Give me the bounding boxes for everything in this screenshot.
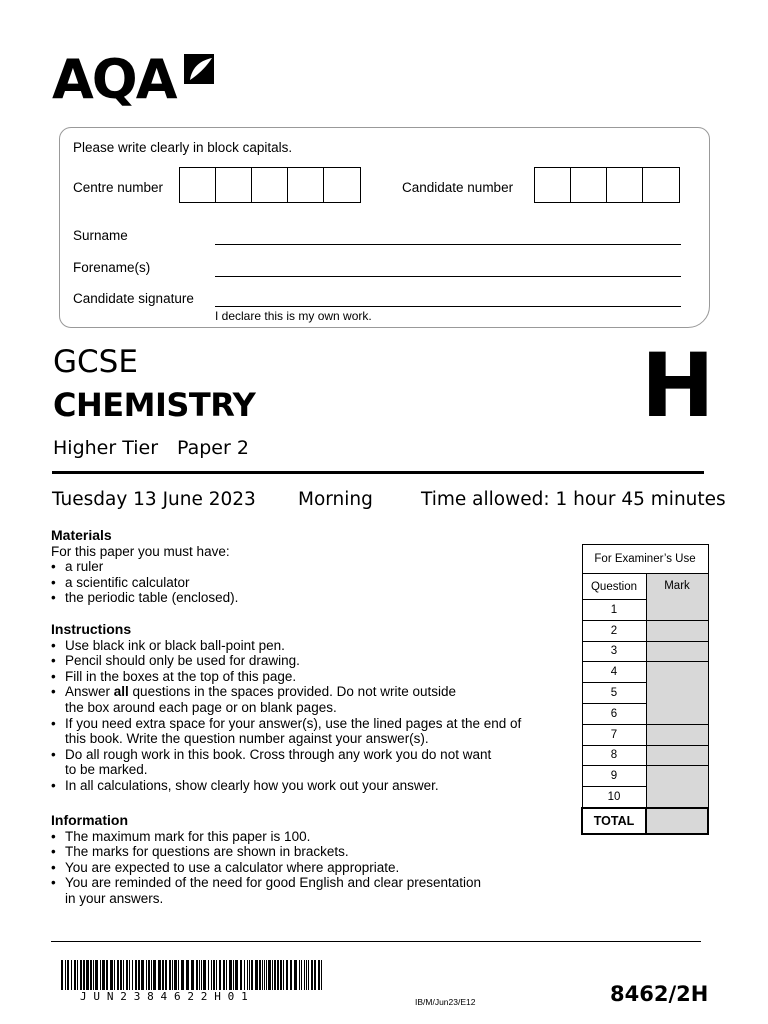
barcode-bar [178, 960, 179, 990]
barcode-bar [259, 960, 261, 990]
tier-label: Higher Tier [53, 437, 159, 459]
declaration-text: I declare this is my own work. [215, 309, 372, 323]
subject-title: CHEMISTRY [53, 386, 256, 424]
barcode-bar [146, 960, 147, 990]
barcode-bar [186, 960, 189, 990]
barcode-bar [272, 960, 273, 990]
barcode-bar [211, 960, 212, 990]
question-number: 4 [582, 662, 646, 683]
question-number: 9 [582, 766, 646, 787]
barcode-bar [174, 960, 177, 990]
forename-field[interactable] [215, 276, 681, 277]
total-mark-cell[interactable] [646, 808, 708, 834]
question-number: 6 [582, 703, 646, 724]
list-item: • The maximum mark for this paper is 100. [51, 828, 311, 844]
barcode-bar [229, 960, 232, 990]
barcode-bar [314, 960, 316, 990]
barcode-bar [223, 960, 225, 990]
barcode-bar [100, 960, 101, 990]
barcode-bar [120, 960, 122, 990]
time-allowed: Time allowed: 1 hour 45 minutes [421, 489, 726, 510]
barcode-bar [169, 960, 171, 990]
question-number: 5 [582, 683, 646, 704]
candidate-number-label: Candidate number [402, 180, 514, 195]
barcode-bar [304, 960, 305, 990]
barcode-bar [129, 960, 130, 990]
barcode-bar [158, 960, 161, 990]
block-capitals-instruction: Please write clearly in block capitals. [73, 140, 293, 155]
instructions-heading: Instructions [51, 621, 132, 637]
barcode-bar [83, 960, 85, 990]
barcode-bar [233, 960, 234, 990]
barcode-bar [268, 960, 271, 990]
barcode-bar [110, 960, 113, 990]
barcode-bar [77, 960, 78, 990]
barcode-bar [290, 960, 292, 990]
information-heading: Information [51, 812, 128, 828]
barcode-bar [65, 960, 66, 990]
barcode-bar [80, 960, 82, 990]
list-item: • You are expected to use a calculator where appropriate. [51, 859, 400, 875]
centre-number-box[interactable] [180, 168, 216, 202]
barcode-bar [151, 960, 152, 990]
qualification-level: GCSE [53, 344, 138, 380]
barcode-bar [299, 960, 300, 990]
barcode-bar [191, 960, 194, 990]
list-item: • the periodic table (enclosed). [51, 590, 239, 606]
barcode-bar [301, 960, 302, 990]
barcode-bar [126, 960, 128, 990]
list-item: • a ruler [51, 559, 104, 575]
barcode-bar [306, 960, 307, 990]
barcode-bar [61, 960, 63, 990]
mark-cell[interactable] [646, 620, 708, 641]
barcode-bar [135, 960, 137, 990]
candidate-number-box[interactable] [607, 168, 643, 202]
candidate-number-boxes[interactable] [534, 167, 680, 203]
tier-letter: H [641, 334, 715, 437]
mark-cell[interactable] [646, 641, 708, 662]
barcode-bar [165, 960, 167, 990]
centre-number-box[interactable] [216, 168, 252, 202]
barcode-bar [141, 960, 144, 990]
barcode-bar [199, 960, 200, 990]
list-item: • Pencil should only be used for drawing. [51, 653, 300, 669]
question-number: 8 [582, 745, 646, 766]
barcode-bar [132, 960, 133, 990]
barcode-bar [264, 960, 265, 990]
surname-label: Surname [73, 228, 128, 243]
barcode-bar [280, 960, 282, 990]
barcode-text: JUN2384622H01 [80, 990, 255, 1003]
barcode-bar [153, 960, 156, 990]
question-number: 10 [582, 787, 646, 808]
materials-section [51, 528, 551, 606]
aqa-logo [52, 48, 216, 111]
aqa-logo-mark-icon [182, 52, 216, 86]
barcode-bar [251, 960, 253, 990]
barcode-bar [266, 960, 267, 990]
barcode-bar [117, 960, 119, 990]
mark-cell[interactable] [646, 662, 708, 724]
title-divider [52, 471, 704, 474]
list-item: • In all calculations, show clearly how you work out your answer. [51, 777, 439, 793]
barcode-bar [196, 960, 198, 990]
barcode-bar [71, 960, 72, 990]
signature-label: Candidate signature [73, 291, 194, 306]
centre-number-boxes[interactable] [179, 167, 361, 203]
materials-heading: Materials [51, 527, 112, 543]
barcode-bar [162, 960, 164, 990]
question-number: 1 [582, 600, 646, 621]
list-item: • Fill in the boxes at the top of this page. [51, 668, 297, 684]
instructions-section [51, 622, 561, 794]
question-number: 2 [582, 620, 646, 641]
barcode-bar [240, 960, 242, 990]
centre-number-box[interactable] [252, 168, 288, 202]
barcode-bar [106, 960, 108, 990]
signature-field[interactable] [215, 306, 681, 307]
barcode-bar [277, 960, 279, 990]
list-item: • a scientific calculator [51, 574, 190, 590]
mark-column-header: Mark [646, 574, 708, 621]
question-number: 7 [582, 724, 646, 745]
barcode-bar [274, 960, 276, 990]
barcode-bar [308, 960, 309, 990]
barcode-bar [86, 960, 89, 990]
candidate-number-box[interactable] [571, 168, 607, 202]
barcode-bar [321, 960, 322, 990]
barcode-bar [249, 960, 250, 990]
centre-number-label: Centre number [73, 180, 164, 195]
centre-number-box[interactable] [324, 168, 360, 202]
forename-label: Forename(s) [73, 260, 151, 275]
barcode-bar [114, 960, 115, 990]
question-column-header: Question [582, 574, 646, 600]
paper-code: 8462/2H [610, 982, 709, 1006]
barcode-bar [255, 960, 258, 990]
barcode-bar [123, 960, 124, 990]
list-item: • Do all rough work in this book. Cross through any work you do not want to be marked. [51, 746, 492, 778]
list-item: • Use black ink or black ball-point pen. [51, 637, 285, 653]
barcode-bar [294, 960, 297, 990]
mark-cell[interactable] [646, 724, 708, 745]
total-label: TOTAL [582, 808, 646, 834]
surname-field[interactable] [215, 244, 681, 245]
barcode-bar [95, 960, 98, 990]
barcode-bar [138, 960, 140, 990]
barcode-bar [148, 960, 150, 990]
barcode-bar [208, 960, 209, 990]
barcode-bar [201, 960, 202, 990]
barcode-bar [262, 960, 263, 990]
barcode-bar [93, 960, 94, 990]
footer-divider [51, 941, 701, 942]
list-item: • Answer all questions in the spaces provided. Do not write outside the box around each page or on blank pages. [51, 684, 456, 715]
barcode [61, 960, 323, 990]
barcode-bar [226, 960, 227, 990]
barcode-bar [172, 960, 173, 990]
mark-cell[interactable] [646, 766, 708, 808]
barcode-bar [283, 960, 284, 990]
paper-label: Paper 2 [177, 437, 249, 459]
barcode-bar [216, 960, 217, 990]
barcode-bar [67, 960, 69, 990]
centre-number-box[interactable] [288, 168, 324, 202]
examiner-use-table [581, 544, 709, 835]
barcode-bar [213, 960, 215, 990]
barcode-bar [219, 960, 221, 990]
candidate-number-box[interactable] [535, 168, 571, 202]
candidate-number-box[interactable] [643, 168, 679, 202]
barcode-bar [318, 960, 320, 990]
list-item: • If you need extra space for your answer(s), use the lined pages at the end of this book. Write the question number against your answer(s). [51, 715, 522, 747]
logo-text: AQA [52, 48, 176, 111]
barcode-bar [244, 960, 245, 990]
barcode-bar [235, 960, 238, 990]
examiner-table-title: For Examiner’s Use [582, 545, 708, 574]
barcode-bar [102, 960, 105, 990]
paper-reference: IB/M/Jun23/E12 [415, 997, 476, 1007]
barcode-bar [203, 960, 206, 990]
barcode-bar [311, 960, 313, 990]
list-item: • The marks for questions are shown in brackets. [51, 844, 349, 860]
materials-intro: For this paper you must have: [51, 543, 230, 559]
barcode-bar [74, 960, 76, 990]
question-number: 3 [582, 641, 646, 662]
exam-date: Tuesday 13 June 2023 [52, 489, 256, 510]
list-item: • You are reminded of the need for good English and clear presentation in your answers. [51, 875, 482, 906]
barcode-bar [286, 960, 288, 990]
information-section [51, 813, 551, 907]
barcode-bar [247, 960, 248, 990]
barcode-bar [181, 960, 184, 990]
exam-session: Morning [298, 489, 373, 510]
barcode-bar [90, 960, 92, 990]
mark-cell[interactable] [646, 745, 708, 766]
